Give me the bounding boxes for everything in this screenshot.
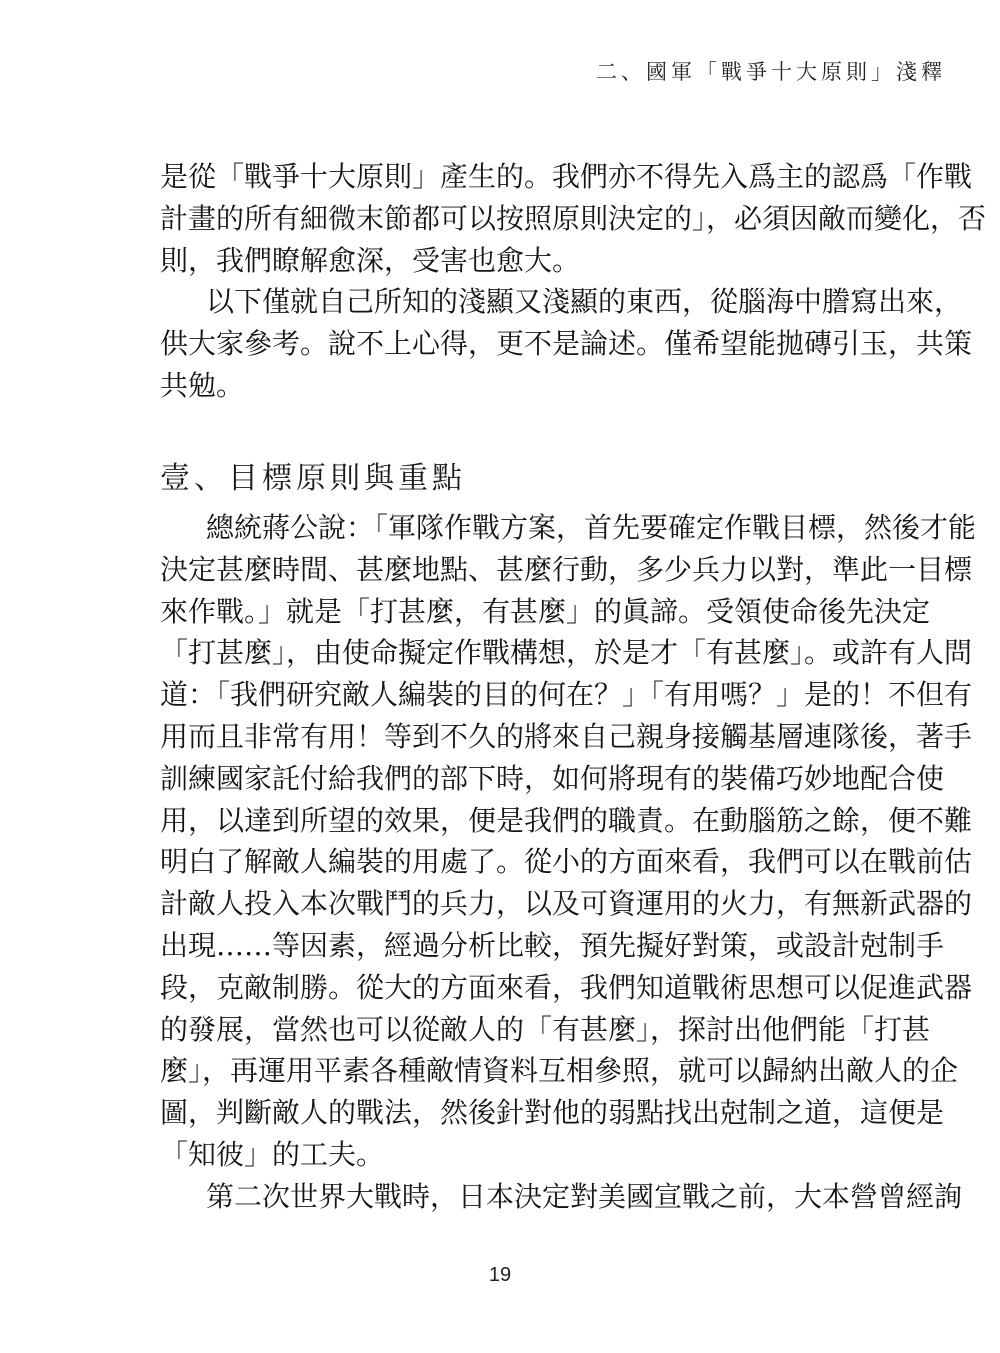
- page-number: 19: [488, 1264, 512, 1286]
- text-line: 共勉。: [160, 368, 245, 402]
- text-line: 明白了解敵人編裝的用處了。從小的方面來看，我們可以在戰前估: [160, 845, 973, 879]
- text-line: 「打甚麼」，由使命擬定作戰構想，於是才「有甚麼」。或許有人問: [160, 636, 973, 670]
- text-line: 訓練國家託付給我們的部下時，如何將現有的裝備巧妙地配合使: [160, 761, 945, 795]
- text-line: 供大家參考。說不上心得，更不是論述。僅希望能拋磚引玉，共策: [160, 327, 973, 361]
- text-line: 「知彼」的工夫。: [160, 1137, 385, 1171]
- text-line: 則，我們瞭解愈深，受害也愈大。: [160, 243, 581, 277]
- running-header: 二、國軍「戰爭十大原則」淺釋: [596, 60, 946, 84]
- section-paragraphs: [160, 511, 977, 1225]
- intro-paragraphs: [160, 160, 987, 414]
- text-line: 出現……等因素，經過分析比較，預先擬好對策，或設計尅制手: [160, 928, 945, 962]
- text-line: 決定甚麼時間、甚麼地點、甚麼行動，多少兵力以對，準此一目標: [160, 552, 973, 586]
- text-line: 圖，判斷敵人的戰法，然後針對他的弱點找出尅制之道，這便是: [160, 1096, 945, 1130]
- text-line: 道：「我們研究敵人編裝的目的何在？」「有用嗎？」是的！不但有: [160, 678, 973, 712]
- text-line: 計畫的所有細微末節都可以按照原則決定的」，必須因敵而變化，否: [160, 201, 987, 235]
- text-line: 計敵人投入本次戰鬥的兵力，以及可資運用的火力，有無新武器的: [160, 887, 973, 921]
- text-line: 是從「戰爭十大原則」產生的。我們亦不得先入爲主的認爲「作戰: [160, 160, 973, 193]
- text-line: 的發展，當然也可以從敵人的「有甚麼」，探討出他們能「打甚: [160, 1012, 931, 1046]
- text-line: 總統蔣公說：「軍隊作戰方案，首先要確定作戰目標，然後才能: [206, 511, 977, 544]
- text-line: 第二次世界大戰時，日本決定對美國宣戰之前，大本營曾經詢: [206, 1179, 963, 1213]
- text-line: 來作戰。」就是「打甚麼，有甚麼」的眞諦。受領使命後先決定: [160, 594, 931, 628]
- text-line: 以下僅就自己所知的淺顯又淺顯的東西，從腦海中謄寫出來，: [206, 285, 963, 319]
- text-line: 段，克敵制勝。從大的方面來看，我們知道戰術思想可以促進武器: [160, 970, 973, 1004]
- section-heading: 壹、目標原則與重點: [160, 461, 466, 496]
- text-line: 用，以達到所望的效果，便是我們的職責。在動腦筋之餘，便不難: [160, 803, 973, 837]
- text-line: 麼」，再運用平素各種敵情資料互相參照，就可以歸納出敵人的企: [160, 1054, 959, 1088]
- text-line: 用而且非常有用！等到不久的將來自己親身接觸基層連隊後，著手: [160, 719, 973, 753]
